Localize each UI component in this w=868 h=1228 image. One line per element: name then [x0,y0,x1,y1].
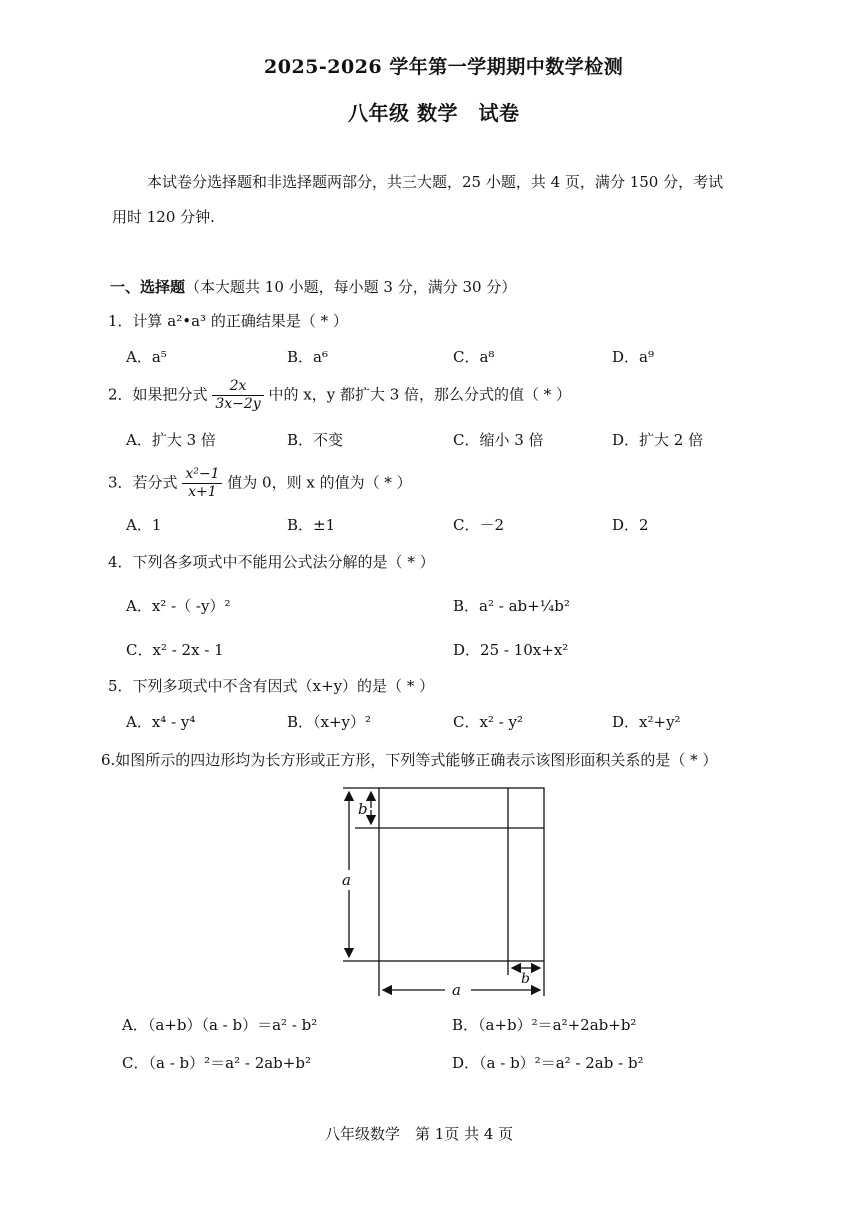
q2-frac-num: 2x [212,378,263,396]
q2-option-d: D．扩大 2 倍 [612,431,704,449]
q6-option-d: D．（a - b）²＝a² - 2ab - b² [452,1054,644,1072]
q5-option-b: B．（x+y）² [287,713,372,731]
q2-option-c: C．缩小 3 倍 [453,431,544,449]
q6-figure [325,780,555,1002]
page-footer: 八年级数学 第 1页 共 4 页 [325,1125,514,1143]
q2-option-b: B．不变 [287,431,344,449]
q4-option-b: B．a² - ab+¼b² [453,597,570,615]
q5-option-d: D．x²+y² [612,713,681,731]
label-a-left: a [342,871,351,889]
q5-stem: 5．下列多项式中不含有因式（x+y）的是（ * ） [108,677,435,695]
section-header [110,276,516,297]
q3-option-a: A．1 [126,516,162,534]
q3-frac-den: x+1 [188,484,217,500]
outer-square [379,788,544,961]
label-a-bottom: a [452,981,461,999]
label-b-top: b [358,800,368,818]
q4-option-c: C．x² - 2x - 1 [126,641,224,659]
q2-suffix: 中的 x，y 都扩大 3 倍，那么分式的值（ * ） [268,385,572,404]
q6-option-a: A．（a+b）（a - b）＝a² - b² [122,1016,318,1034]
intro-line-1: 本试卷分选择题和非选择题两部分，共三大题，25 小题，共 4 页，满分 150 分，考试 [147,173,724,191]
q6-option-c: C．（a - b）²＝a² - 2ab+b² [122,1054,311,1072]
q1-option-b: B．a⁶ [287,348,328,366]
q2-stem [108,378,571,413]
exam-title: 2025-2026 学年第一学期期中数学检测 [264,56,624,78]
q6-stem: 6.如图所示的四边形均为长方形或正方形，下列等式能够正确表示该图形面积关系的是（ * ） [101,751,718,769]
q1-option-c: C．a⁸ [453,348,495,366]
section-note: （本大题共 10 小题，每小题 3 分，满分 30 分） [185,278,517,296]
q3-option-c: C．－2 [453,516,505,534]
q2-prefix: 2．如果把分式 [108,385,208,404]
q4-stem: 4．下列各多项式中不能用公式法分解的是（ * ） [108,553,435,571]
q2-fraction [212,378,263,413]
q1-stem: 1．计算 a²•a³ 的正确结果是（ * ） [108,312,348,330]
q6-option-b: B．（a+b）²＝a²+2ab+b² [452,1016,637,1034]
exam-subtitle: 八年级 数学 试卷 [348,101,520,125]
label-b-bottom: b [521,971,530,987]
q3-frac-num: x²−1 [182,466,222,484]
q1-option-a: A．a⁵ [126,348,167,366]
q5-option-a: A．x⁴ - y⁴ [126,713,196,731]
q3-fraction [182,466,222,501]
q1-option-d: D．a⁹ [612,348,654,366]
q2-option-a: A．扩大 3 倍 [126,431,216,449]
q3-option-b: B．±1 [287,516,336,534]
q3-prefix: 3．若分式 [108,473,178,492]
section-label: 一、选择题 [110,278,186,296]
intro-line-2: 用时 120 分钟. [112,208,215,226]
q3-stem [108,466,412,501]
q2-frac-den: 3x−2y [215,396,261,412]
q3-suffix: 值为 0，则 x 的值为（ * ） [227,473,412,492]
q4-option-a: A．x² -（ -y）² [126,597,231,615]
q3-option-d: D．2 [612,516,649,534]
q5-option-c: C．x² - y² [453,713,524,731]
q4-option-d: D．25 - 10x+x² [453,641,569,659]
